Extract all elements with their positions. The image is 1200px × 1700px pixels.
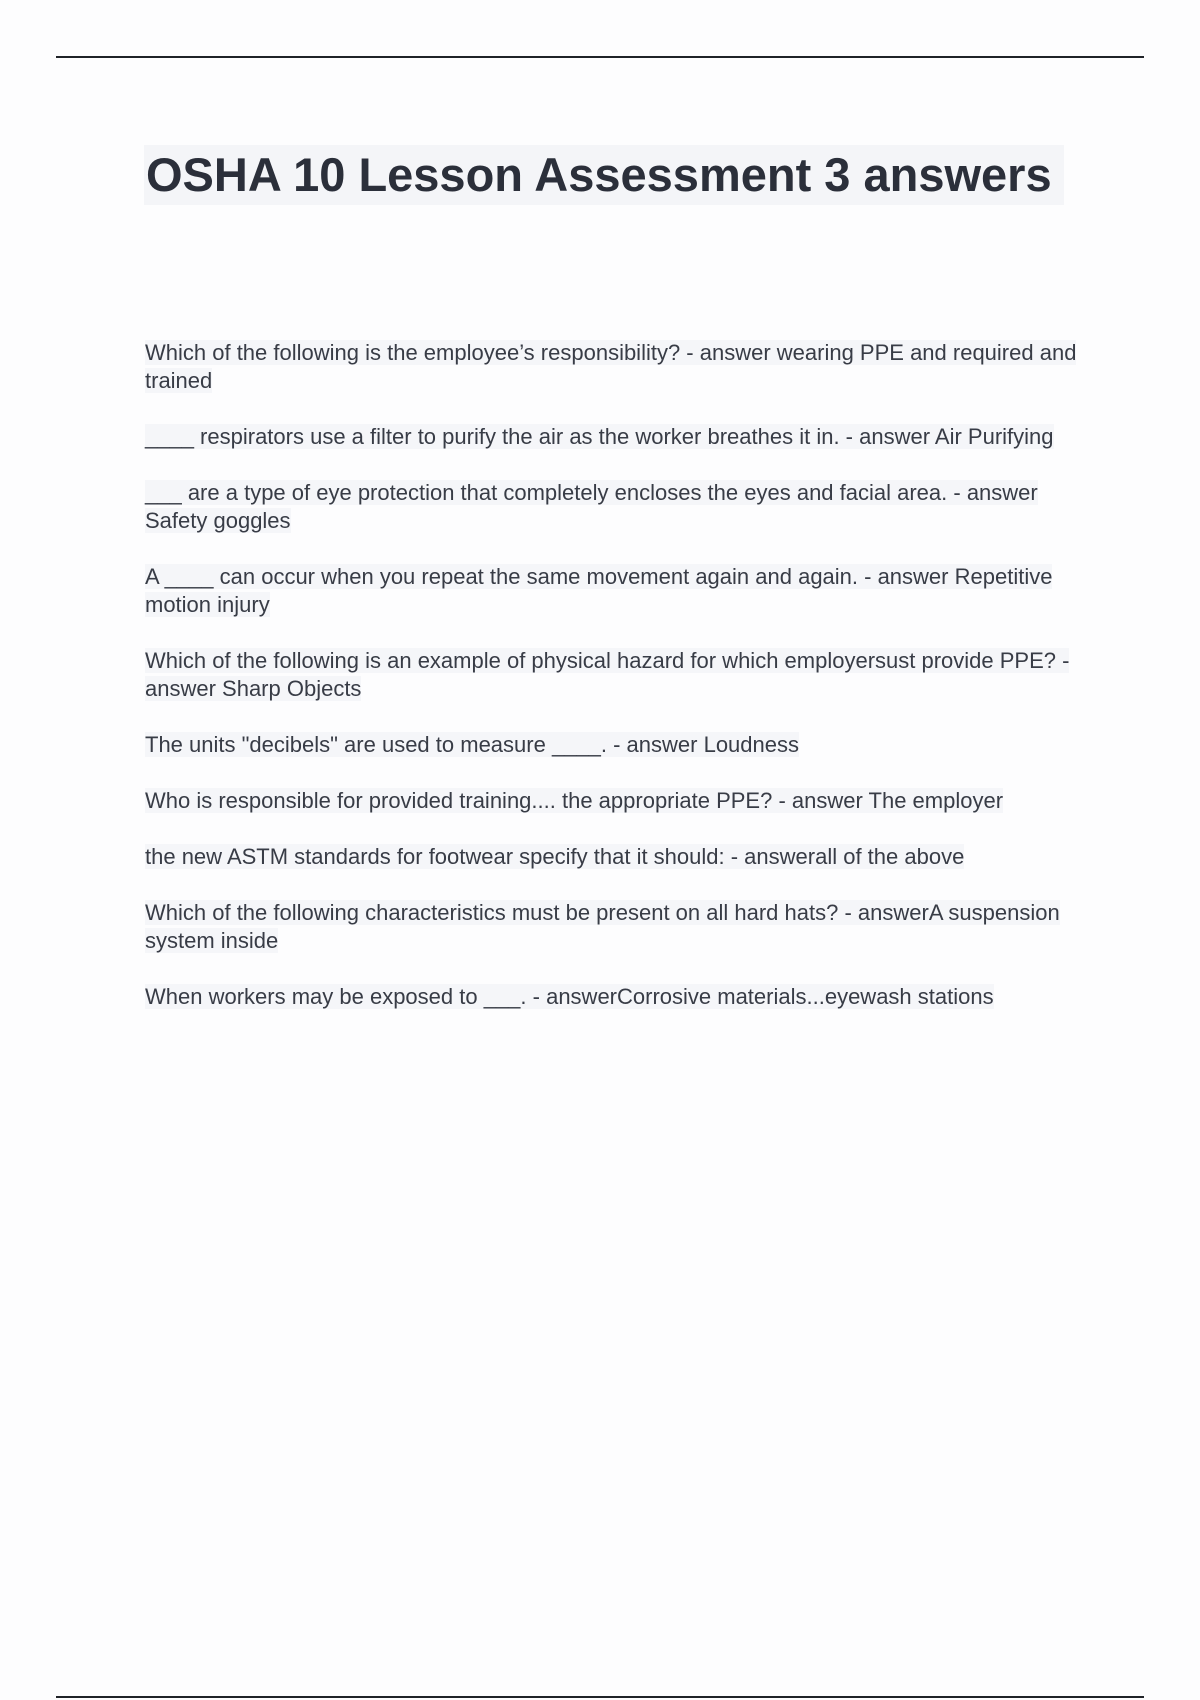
qa-item bbox=[145, 563, 1085, 619]
top-divider bbox=[56, 56, 1144, 58]
qa-text: ____ respirators use a filter to purify the air as the worker breathes it in. - answer Air Purifying bbox=[145, 424, 1054, 449]
bottom-divider bbox=[56, 1696, 1144, 1698]
qa-list bbox=[145, 339, 1085, 1039]
qa-item bbox=[145, 423, 1085, 451]
qa-text: Which of the following is an example of physical hazard for which employersust provide PPE? - answer Sharp Objects bbox=[145, 648, 1070, 701]
qa-text: the new ASTM standards for footwear specify that it should: - answerall of the above bbox=[145, 844, 965, 869]
qa-text: Which of the following characteristics must be present on all hard hats? - answerA suspension system inside bbox=[145, 900, 1060, 953]
qa-text: A ____ can occur when you repeat the same movement again and again. - answer Repetitive motion injury bbox=[145, 564, 1053, 617]
qa-text: The units "decibels" are used to measure ____. - answer Loudness bbox=[145, 732, 799, 757]
qa-item bbox=[145, 339, 1085, 395]
qa-text: Who is responsible for provided training.... the appropriate PPE? - answer The employer bbox=[145, 788, 1004, 813]
qa-text: When workers may be exposed to ___. - answerCorrosive materials...eyewash stations bbox=[145, 984, 994, 1009]
qa-item bbox=[145, 899, 1085, 955]
qa-item bbox=[145, 983, 1085, 1011]
qa-item bbox=[145, 731, 1085, 759]
qa-text: ___ are a type of eye protection that completely encloses the eyes and facial area. - answer Safety goggles bbox=[145, 480, 1038, 533]
qa-item bbox=[145, 787, 1085, 815]
document-title: OSHA 10 Lesson Assessment 3 answers bbox=[144, 145, 1064, 205]
qa-text: Which of the following is the employee’s responsibility? - answer wearing PPE and required and trained bbox=[145, 340, 1077, 393]
qa-item bbox=[145, 479, 1085, 535]
qa-item bbox=[145, 843, 1085, 871]
qa-item bbox=[145, 647, 1085, 703]
